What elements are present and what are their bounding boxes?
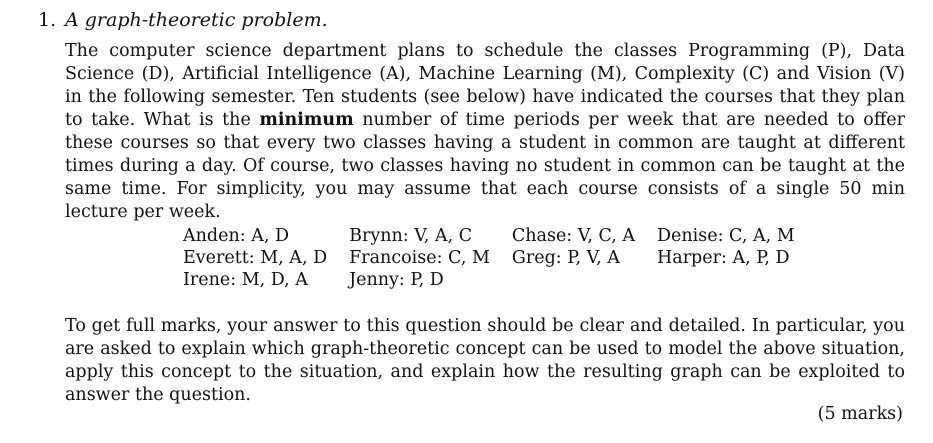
question-number: 1. bbox=[38, 9, 57, 31]
student-row bbox=[183, 247, 795, 269]
statement-part-2: number of time periods per week that are needed to offer these courses so that every two classes having a student in common are taught at different times during a day. Of course, two classes having no student in common can be taught at the same time. For simplicity, you may assume that each course consists of a single 50 min lecture per week. bbox=[65, 110, 905, 222]
problem-statement bbox=[65, 40, 905, 224]
marks-label: (5 marks) bbox=[817, 404, 903, 424]
student-row bbox=[183, 269, 795, 291]
statement-part-1: The computer science department plans to schedule the classes Programming (P), Data Science (D), Artificial Intelligence (A), Machine Learning (M), Complexity (C) and Vision (V) in the following semester. Ten students (see below) have indicated the courses that they plan to take. What is the bbox=[65, 41, 905, 130]
student-entry: Irene: M, D, A bbox=[183, 270, 308, 290]
student-entry bbox=[512, 269, 657, 291]
student-entry: Denise: C, A, M bbox=[657, 226, 795, 246]
answer-instructions: To get full marks, your answer to this question should be clear and detailed. In particular, you are asked to explain which graph-theoretic concept can be used to model the above situation, apply this concept to the situation, and explain how the resulting graph can be exploited to answer the question. bbox=[65, 316, 905, 405]
student-entry: Greg: P, V, A bbox=[511, 248, 620, 268]
emphasis-minimum: minimum bbox=[259, 110, 354, 130]
student-entry: Chase: V, C, A bbox=[511, 226, 635, 246]
student-entry: Brynn: V, A, C bbox=[349, 226, 473, 246]
student-course-list bbox=[183, 225, 795, 291]
student-entry bbox=[657, 269, 795, 291]
student-entry: Harper: A, P, D bbox=[657, 248, 790, 268]
student-entry: Anden: A, D bbox=[183, 226, 289, 246]
student-table bbox=[183, 225, 795, 291]
student-entry: Everett: M, A, D bbox=[183, 248, 328, 268]
student-entry: Jenny: P, D bbox=[349, 270, 444, 290]
student-row bbox=[183, 225, 795, 247]
student-entry: Francoise: C, M bbox=[349, 248, 490, 268]
question-heading: A graph-theoretic problem. bbox=[65, 9, 328, 31]
